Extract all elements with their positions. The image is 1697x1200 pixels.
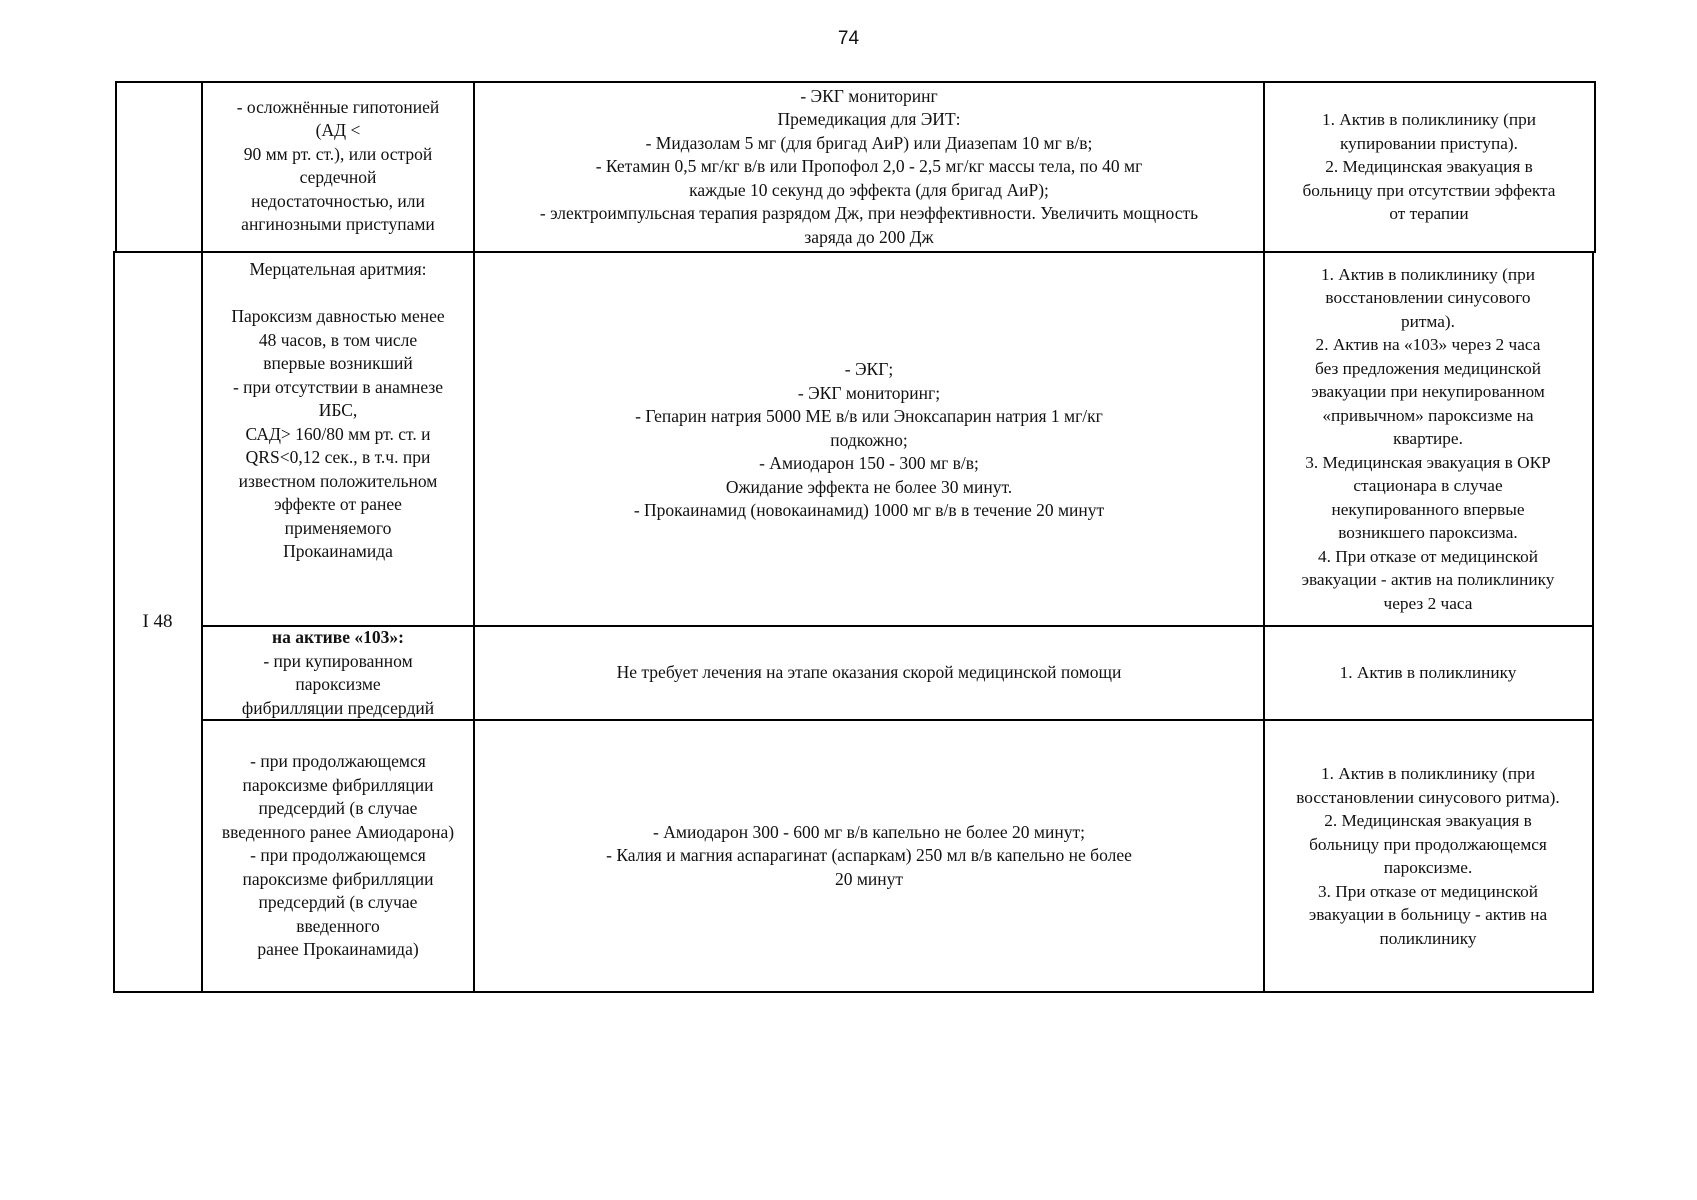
- row4-condition-line: - при продолжающемся: [250, 845, 426, 866]
- row4-condition-line: предсердий (в случае: [258, 798, 418, 819]
- row4-outcome-line: 2. Медицинская эвакуация в: [1324, 811, 1532, 830]
- row2-condition-line: - при отсутствии в анамнезе: [232, 376, 443, 397]
- row2-condition-line: эффекте от ранее: [274, 494, 402, 514]
- row2-condition-line: ИБС,: [318, 400, 358, 420]
- row2-outcome-line: 4. При отказе от медицинской: [1317, 546, 1539, 566]
- row2-condition-line: впервые возникший: [263, 353, 413, 373]
- row4-outcome-cell: [1264, 720, 1592, 992]
- row1-outcome-cell: [1264, 82, 1594, 252]
- lower-border-col4: [1263, 251, 1265, 993]
- row2-outcome-line: 1. Актив в поликлинику (при: [1321, 264, 1535, 284]
- row3-condition-line: пароксизме: [295, 674, 381, 694]
- row2-treatment-line: подкожно;: [830, 429, 908, 450]
- row1-condition-line: недостаточностью, или: [251, 190, 425, 211]
- table-border-row2-bottom: [202, 625, 1593, 627]
- lower-border-col3: [473, 251, 475, 993]
- row1-treatment-line: заряда до 200 Дж: [804, 226, 934, 247]
- row1-treatment-line: - электроимпульсная терапия разрядом Дж, при неэффективности. Увеличить мощность: [539, 203, 1199, 224]
- row1-outcome-line: 2. Медицинская эвакуация в: [1325, 157, 1533, 177]
- row4-condition-line: предсердий (в случае: [258, 892, 418, 913]
- row1-treatment-line: каждые 10 секунд до эффекта (для бригад АиР);: [689, 179, 1049, 200]
- row4-treatment-line: 20 минут: [834, 868, 904, 889]
- row2-outcome-line: восстановлении синусового: [1325, 288, 1531, 308]
- group-code: I 48: [142, 611, 173, 633]
- row2-condition-line: Пароксизм давностью менее: [231, 306, 445, 326]
- row1-outcome-line: больницу при отсутствии эффекта: [1302, 180, 1556, 200]
- row3-condition-cell: [202, 626, 474, 720]
- row2-outcome-line: некупированного впервые: [1331, 499, 1525, 519]
- row2-outcome-line: без предложения медицинской: [1315, 358, 1541, 378]
- row4-outcome-line: восстановлении синусового ритма).: [1296, 787, 1560, 807]
- row4-outcome-line: 1. Актив в поликлинику (при: [1321, 764, 1535, 783]
- row2-treatment-line: - Прокаинамид (новокаинамид) 1000 мг в/в в течение 20 минут: [633, 500, 1105, 520]
- row1-condition-cell: [202, 86, 474, 246]
- lower-border-right: [1592, 251, 1594, 993]
- row4-condition-line: пароксизме фибрилляции: [242, 774, 434, 795]
- row2-condition-line: применяемого: [284, 517, 392, 538]
- row1-border-right: [1594, 81, 1596, 253]
- row4-outcome-line: больницу при продолжающемся: [1309, 834, 1547, 854]
- row2-outcome-line: 2. Актив на «103» через 2 часа: [1315, 335, 1541, 355]
- row2-outcome-line: эвакуации при некупированном: [1311, 382, 1545, 402]
- row4-treatment-cell: [474, 720, 1264, 992]
- table-border-bottom: [113, 991, 1593, 993]
- row1-condition-line: ангинозными приступами: [241, 214, 435, 234]
- row1-condition-line: (АД <: [315, 120, 361, 140]
- row2-outcome-cell: [1264, 252, 1592, 626]
- page-number: 74: [837, 28, 860, 49]
- row1-code-cell: [115, 82, 202, 252]
- row2-condition-line: QRS<0,12 сек., в т.ч. при: [245, 447, 431, 467]
- row2-outcome-line: квартире.: [1393, 429, 1463, 449]
- row1-border-col3: [473, 81, 475, 253]
- row4-treatment-line: - Амиодарон 300 - 600 мг в/в капельно не более 20 минут;: [653, 821, 1085, 842]
- row2-treatment-line: - ЭКГ мониторинг;: [797, 382, 941, 403]
- row2-condition-line: 48 часов, в том числе: [258, 329, 418, 350]
- table-border-row3-bottom: [202, 719, 1593, 721]
- row2-outcome-line: возникшего пароксизма.: [1338, 523, 1518, 543]
- row1-border-col2: [201, 81, 203, 253]
- row2-condition-line: Прокаинамида: [283, 541, 393, 561]
- row3-treatment-line: Не требует лечения на этапе оказания скорой медицинской помощи: [616, 662, 1122, 683]
- row2-condition-line: [205, 282, 471, 306]
- row3-outcome-line: 1. Актив в поликлинику: [1339, 663, 1517, 683]
- row4-outcome-line: поликлинику: [1379, 928, 1477, 948]
- row2-treatment-line: - Гепарин натрия 5000 МЕ в/в или Эноксапарин натрия 1 мг/кг: [635, 406, 1103, 426]
- row4-condition-line: - при продолжающемся: [250, 751, 426, 772]
- row4-condition-line: введенного ранее Амиодарона): [221, 821, 455, 842]
- row2-outcome-line: «привычном» пароксизме на: [1322, 405, 1534, 425]
- row1-condition-line: сердечной: [299, 167, 377, 187]
- row3-condition-line: - при купированном: [263, 650, 413, 671]
- row1-treatment-line: - Мидазолам 5 мг (для бригад АиР) или Диазепам 10 мг в/в;: [645, 132, 1093, 153]
- row2-condition-line: Мерцательная аритмия:: [249, 259, 427, 279]
- row3-condition-line: фибрилляции предсердий: [241, 697, 435, 718]
- row2-condition-cell: [202, 258, 474, 600]
- row4-condition-line: пароксизме фибрилляции: [242, 868, 434, 889]
- row4-outcome-line: 3. При отказе от медицинской: [1317, 881, 1539, 901]
- row2-outcome-line: 3. Медицинская эвакуация в ОКР: [1305, 452, 1551, 472]
- row2-treatment-line: - ЭКГ;: [844, 359, 894, 379]
- table-border-row1-bottom: [113, 251, 1595, 253]
- row1-treatment-cell: [474, 82, 1264, 252]
- row3-outcome-cell: [1264, 626, 1592, 720]
- row4-condition-cell: [202, 720, 474, 992]
- row1-outcome-line: 1. Актив в поликлинику (при: [1322, 110, 1536, 130]
- row3-condition-title: на активе «103»:: [272, 627, 404, 647]
- row3-treatment-cell: [474, 626, 1264, 720]
- row1-condition-line: 90 мм рт. ст.), или острой: [243, 143, 433, 164]
- row1-condition-line: - осложнённые гипотонией: [236, 96, 440, 117]
- row1-border-col4: [1263, 81, 1265, 253]
- row2-treatment-line: Ожидание эффекта не более 30 минут.: [725, 476, 1013, 497]
- row2-condition-line: известном положительном: [238, 470, 438, 491]
- row4-outcome-line: пароксизме.: [1383, 858, 1473, 877]
- row2-treatment-line: - Амиодарон 150 - 300 мг в/в;: [759, 453, 979, 473]
- row2-treatment-cell: [474, 252, 1264, 626]
- row2-outcome-line: стационара в случае: [1353, 476, 1503, 496]
- row1-treatment-line: - Кетамин 0,5 мг/кг в/в или Пропофол 2,0 - 2,5 мг/кг массы тела, по 40 мг: [595, 156, 1143, 177]
- row1-outcome-line: от терапии: [1389, 204, 1469, 224]
- row4-condition-line: ранее Прокаинамида): [257, 939, 419, 960]
- group-code-cell: [113, 252, 202, 992]
- row4-treatment-line: - Калия и магния аспарагинат (аспаркам) 250 мл в/в капельно не более: [606, 845, 1132, 866]
- row1-outcome-line: купировании приступа).: [1339, 133, 1518, 153]
- row2-outcome-line: ритма).: [1400, 311, 1455, 331]
- row1-treatment-line: Премедикация для ЭИТ:: [777, 109, 961, 130]
- row2-outcome-line: через 2 часа: [1383, 593, 1473, 613]
- row2-outcome-line: эвакуации - актив на поликлинику: [1301, 570, 1555, 590]
- lower-border-left: [113, 251, 115, 993]
- row2-condition-line: САД> 160/80 мм рт. ст. и: [245, 423, 431, 444]
- row1-treatment-line: - ЭКГ мониторинг: [800, 85, 938, 106]
- row1-border-left: [115, 81, 117, 253]
- table-border-top: [115, 81, 1595, 83]
- row4-outcome-line: эвакуации в больницу - актив на: [1308, 905, 1548, 924]
- lower-border-col2: [201, 251, 203, 993]
- row4-condition-line: введенного: [296, 915, 380, 936]
